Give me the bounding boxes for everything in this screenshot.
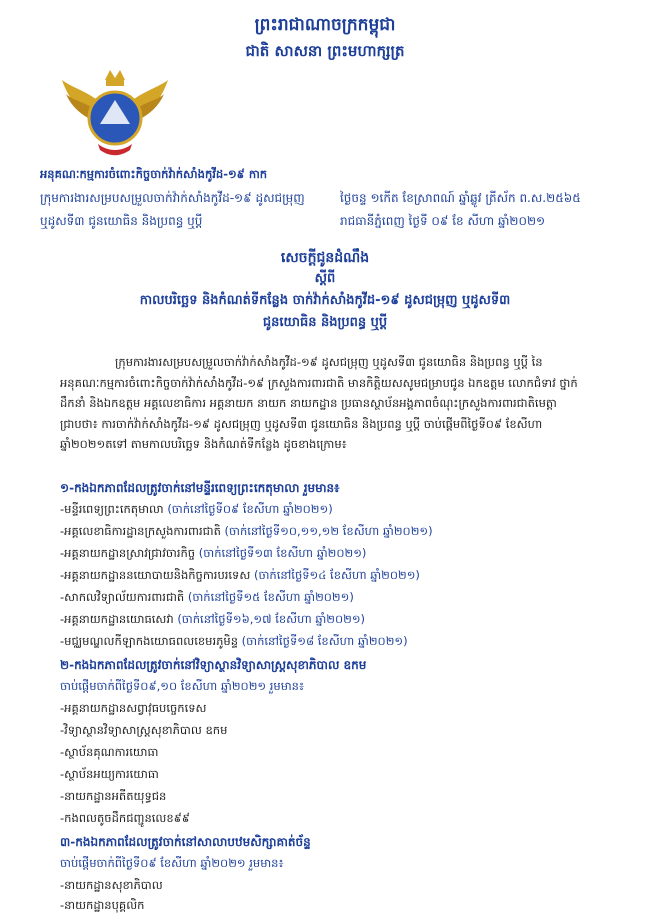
notice-subject-cont: ជូនយោធិន និងប្រពន្ធ ឬប្តី	[262, 315, 388, 330]
lunar-date: ថ្ងៃចន្ទ ១កើត ខែស្រាពណ៍ ឆ្នាំឆ្លូវ ត្រីស័ក ព.ស.២៥៦៥	[340, 191, 581, 205]
body-paragraph: ក្រុមការងារសម្របសម្រួលចាក់វ៉ាក់សាំងកូវីដ-១៩ ដូសជម្រុញ ឬដូសទី៣ ជូនយោធិន និងប្រពន្ធ ឬប្តី នៃអនុគណៈកម្មការចំពោះកិច្ចចាក់វ៉ាក់សាំងកូវីដ-១៩ ក្រសួងការពារជាតិ មានកិត្តិយសសូមជម្រាបជូន ឯកឧត្តម លោកជំទាវ ថ្នាក់ដឹកនាំ និងឯកឧត្តម អគ្គលេខាធិការ អគ្គនាយក នាយក នាយកដ្ឋាន ប្រធានស្ថាប័នអង្គភាពចំណុះក្រសួងការពារជាតិមេត្តាជ្រាបថា៖ ការចាក់វ៉ាក់សាំងកូវីដ-១៩ ដូសជម្រុញ ឬដូសទី៣ ជូនយោធិន និងប្រពន្ធ ឬប្តី ចាប់ផ្តើមពីថ្ងៃទី០៩ ខែសីហា ឆ្នាំ២០២១តទៅ តាមកាលបរិច្ឆេទ និងកំណត់ទីកន្លែង ដូចខាងក្រោម៖	[60, 355, 578, 451]
solar-date: រាជធានីភ្នំពេញ ថ្ងៃទី ០៩ ខែ សីហា ឆ្នាំ២០២១	[340, 214, 546, 228]
ministry-emblem-icon	[60, 62, 170, 162]
notice-regarding: ស្តីពី	[314, 271, 336, 286]
unit-name: -អគ្គនាយកដ្ឋានសព្វាវុធបច្ចេកទេស	[60, 701, 207, 715]
section-heading: ៣-កងឯកភាពដែលត្រូវចាក់នៅសាលាបឋមសិក្សាគាត់ច័ន្ទ	[60, 835, 311, 849]
vaccination-date: (ចាក់នៅថ្ងៃទី១០,១១,១២ ខែសីហា ឆ្នាំ២០២១)	[224, 524, 433, 538]
notice-subject: កាលបរិច្ឆេទ និងកំណត់ទីកន្លែង ចាក់វ៉ាក់សាំងកូវីដ-១៩ ដូសជម្រុញ ឬដូសទី៣	[139, 293, 511, 308]
list-item	[60, 701, 600, 718]
national-motto: ជាតិ សាសនា ព្រះមហាក្សត្រ	[245, 42, 405, 60]
vaccination-date: (ចាក់នៅថ្ងៃទី១៦,១៧ ខែសីហា ឆ្នាំ២០២១)	[177, 612, 366, 626]
unit-name: -នាយកដ្ឋានអតីតយុទ្ធជន	[60, 789, 167, 803]
list-item	[60, 546, 600, 563]
list-item	[60, 634, 600, 651]
section-start-date: ចាប់ផ្តើមចាក់ពីថ្ងៃទី០៩ ខែសីហា ឆ្នាំ២០២១ រួមមាន៖	[60, 856, 284, 870]
vaccination-date: (ចាក់នៅថ្ងៃទី១៨ ខែសីហា ឆ្នាំ២០២១)	[241, 634, 408, 648]
vaccination-date: (ចាក់នៅថ្ងៃទី១៤ ខែសីហា ឆ្នាំ២០២១)	[253, 568, 420, 582]
unit-name: -អគ្គនាយកដ្ឋានស្រាវជ្រាវចារកិច្ច	[60, 546, 196, 560]
list-item	[60, 612, 600, 629]
section-heading: ២-កងឯកភាពដែលត្រូវចាក់នៅវិទ្យាស្ថានវិទ្យាសាស្ត្រសុខាភិបាល ឧកម	[60, 658, 367, 672]
list-item	[60, 767, 600, 784]
vaccination-date: (ចាក់នៅថ្ងៃទី១៥ ខែសីហា ឆ្នាំ២០២១)	[187, 590, 354, 604]
unit-name: -វិទ្យាស្ថានវិទ្យាសាស្ត្រសុខាភិបាល ឧកម	[60, 723, 228, 737]
unit-name: -មជ្ឈមណ្ឌលកីឡាកងយោធពលខេមរភូមិន្ទ	[60, 634, 238, 648]
list-item	[60, 898, 600, 915]
vaccination-date: (ចាក់នៅថ្ងៃទី១៣ ខែសីហា ឆ្នាំ២០២១)	[198, 546, 367, 560]
list-item	[60, 568, 600, 585]
list-item	[60, 590, 600, 607]
list-item	[60, 878, 600, 895]
unit-name: -អគ្គនាយកដ្ឋានយោធសេវា	[60, 612, 174, 626]
unit-name: -ស្ថាប័នអយ្យការយោធា	[60, 767, 159, 781]
kingdom-heading: ព្រះរាជាណាចក្រកម្ពុជា	[254, 15, 396, 35]
list-item	[60, 745, 600, 762]
unit-name: -ស្ថាប័នគុណការយោធា	[60, 745, 159, 759]
unit-name: -នាយកដ្ឋានសុខាភិបាល	[60, 878, 163, 892]
section-heading: ១-កងឯកភាពដែលត្រូវចាក់នៅមន្ទីរពេទ្យព្រះកេតុមាលា រួមមាន៖	[60, 481, 340, 495]
list-item	[60, 524, 600, 541]
list-item	[60, 811, 600, 828]
unit-name: -អគ្គនាយកដ្ឋាននយោបាយនិងកិច្ចការបរទេស	[60, 568, 251, 582]
sender-committee: អនុគណៈកម្មការចំពោះកិច្ចចាក់វ៉ាក់សាំងកូវីដ-១៩ កាក	[40, 167, 268, 181]
sender-working-group-cont: ឬដូសទី៣ ជូនយោធិន និងប្រពន្ធ ឬប្តី	[40, 214, 203, 228]
section-start-date: ចាប់ផ្តើមចាក់ពីថ្ងៃទី០៩,១០ ខែសីហា ឆ្នាំ២០២១ រួមមាន៖	[60, 679, 305, 693]
unit-name: -សាកលវិទ្យាល័យការពារជាតិ	[60, 590, 185, 604]
unit-name: -អគ្គលេខាធិការដ្ឋានក្រសួងការពារជាតិ	[60, 524, 221, 538]
sender-working-group: ក្រុមការងារសម្របសម្រួលចាក់វ៉ាក់សាំងកូវីដ-១៩ ដូសជម្រុញ	[40, 191, 305, 205]
unit-name: -កងពលតូចដឹកជញ្ជូនលេខ៩៩	[60, 811, 190, 825]
notice-title: សេចក្តីជូនដំណឹង	[280, 250, 370, 266]
vaccination-date: (ចាក់នៅថ្ងៃទី០៩ ខែសីហា ឆ្នាំ២០២១)	[167, 502, 333, 516]
list-item	[60, 502, 600, 519]
unit-name: -មន្ទីរពេទ្យព្រះកេតុមាលា	[60, 502, 164, 516]
list-item	[60, 789, 600, 806]
list-item	[60, 723, 600, 740]
unit-name: -នាយកដ្ឋានបុគ្គលិក	[60, 898, 145, 912]
